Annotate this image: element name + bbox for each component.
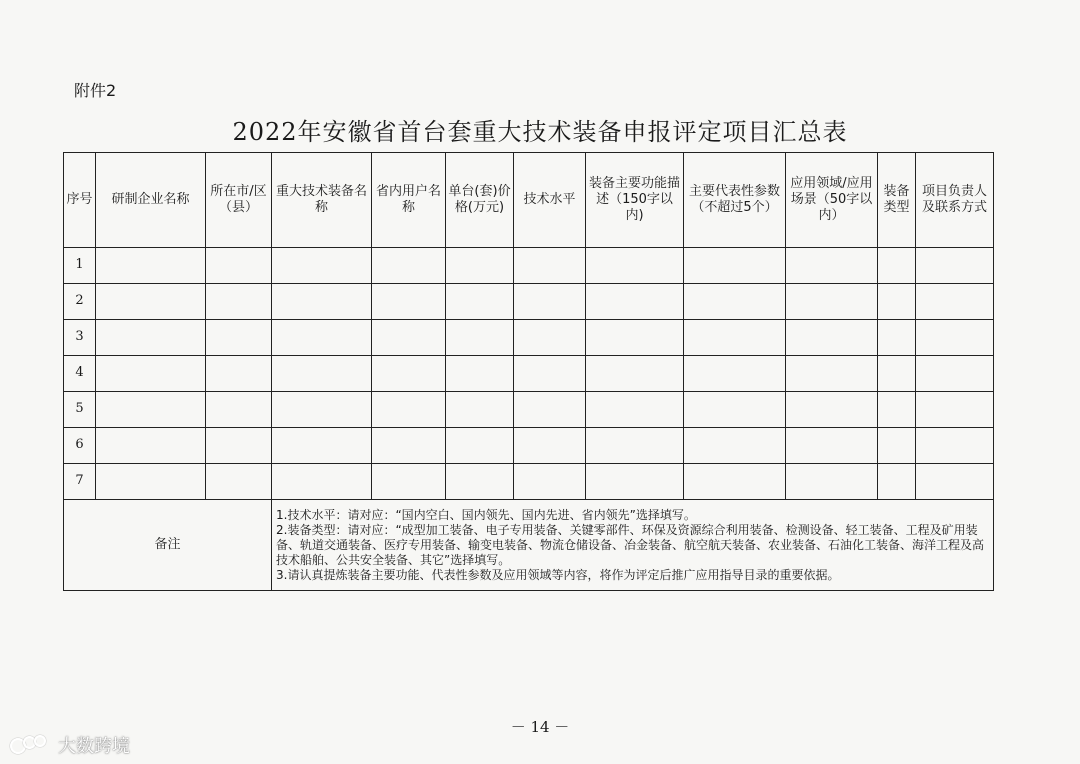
remark-note: 2.装备类型：请对应：“成型加工装备、电子专用装备、关键零部件、环保及资源综合利用装备、检测设备、轻工装备、工程及矿用装备、轨道交通装备、医疗专用装备、输变电装备、物流仓储设备、冶金装备、航空航天装备、农业装备、石油化工装备、海洋工程及高技术船舶、公共安全装备、其它”选择填写。 <box>276 522 985 567</box>
table-row <box>64 320 994 356</box>
column-header: 技术水平 <box>514 153 586 248</box>
table-cell <box>916 464 994 500</box>
table-cell <box>786 284 878 320</box>
table-cell <box>684 320 786 356</box>
table-cell <box>878 392 916 428</box>
table-row <box>64 392 994 428</box>
table-row <box>64 356 994 392</box>
table-row <box>64 248 994 284</box>
table-row <box>64 464 994 500</box>
table-cell <box>446 248 514 284</box>
remarks-label: 备注 <box>64 500 272 591</box>
table-cell <box>206 428 272 464</box>
table-cell <box>272 356 372 392</box>
remark-note: 1.技术水平：请对应：“国内空白、国内领先、国内先进、省内领先”选择填写。 <box>276 507 696 522</box>
table-row <box>64 428 994 464</box>
table-cell <box>96 392 206 428</box>
table-cell <box>446 320 514 356</box>
table-cell <box>96 356 206 392</box>
column-header: 研制企业名称 <box>96 153 206 248</box>
column-header: 装备类型 <box>878 153 916 248</box>
table-cell <box>372 392 446 428</box>
column-header: 主要代表性参数（不超过5个） <box>684 153 786 248</box>
document-title: 2022年安徽省首台套重大技术装备申报评定项目汇总表 <box>232 118 848 146</box>
table-cell <box>786 464 878 500</box>
table-cell <box>446 284 514 320</box>
table-cell <box>786 356 878 392</box>
column-header: 序号 <box>64 153 96 248</box>
table-cell <box>786 320 878 356</box>
row-number: 6 <box>64 428 96 464</box>
table-cell <box>206 320 272 356</box>
table-cell <box>786 248 878 284</box>
remark-note: 3.请认真提炼装备主要功能、代表性参数及应用领域等内容，将作为评定后推广应用指导目录的重要依据。 <box>276 567 840 582</box>
table-cell <box>96 464 206 500</box>
column-header: 单台(套)价格(万元) <box>446 153 514 248</box>
table-cell <box>272 428 372 464</box>
table-cell <box>586 248 684 284</box>
table-cell <box>372 356 446 392</box>
table-cell <box>514 248 586 284</box>
table-cell <box>786 392 878 428</box>
table-cell <box>684 356 786 392</box>
table-cell <box>272 320 372 356</box>
table-cell <box>514 464 586 500</box>
column-header: 所在市/区（县） <box>206 153 272 248</box>
header-row <box>64 153 994 248</box>
table-cell <box>684 248 786 284</box>
watermark-logo-icon <box>10 734 54 756</box>
table-cell <box>684 284 786 320</box>
table-cell <box>514 284 586 320</box>
table-cell <box>586 356 684 392</box>
table-cell <box>206 284 272 320</box>
table-cell <box>878 284 916 320</box>
table-cell <box>684 392 786 428</box>
table-cell <box>272 284 372 320</box>
table-cell <box>684 464 786 500</box>
table-cell <box>206 356 272 392</box>
table-cell <box>96 428 206 464</box>
table-cell <box>878 248 916 284</box>
table-cell <box>96 320 206 356</box>
table-cell <box>372 284 446 320</box>
column-header: 项目负责人及联系方式 <box>916 153 994 248</box>
table-cell <box>586 464 684 500</box>
table-cell <box>372 428 446 464</box>
table-cell <box>96 248 206 284</box>
table-cell <box>206 392 272 428</box>
table-cell <box>916 392 994 428</box>
table-cell <box>206 464 272 500</box>
table-cell <box>878 428 916 464</box>
table-cell <box>372 248 446 284</box>
table-cell <box>446 428 514 464</box>
table-cell <box>586 320 684 356</box>
page-number: － 14 － <box>510 718 570 736</box>
row-number: 7 <box>64 464 96 500</box>
table-cell <box>916 284 994 320</box>
row-number: 5 <box>64 392 96 428</box>
column-header: 重大技术装备名称 <box>272 153 372 248</box>
row-number: 1 <box>64 248 96 284</box>
table-cell <box>514 320 586 356</box>
table-cell <box>96 284 206 320</box>
table-cell <box>786 428 878 464</box>
table-cell <box>272 464 372 500</box>
row-number: 4 <box>64 356 96 392</box>
table-cell <box>272 248 372 284</box>
remarks-content <box>272 500 994 591</box>
watermark-text: 大数跨境 <box>58 736 130 757</box>
column-header: 省内用户名称 <box>372 153 446 248</box>
table-cell <box>586 392 684 428</box>
remarks-row <box>64 500 994 591</box>
table-cell <box>586 284 684 320</box>
table-cell <box>878 320 916 356</box>
table-cell <box>372 320 446 356</box>
column-header: 应用领域/应用场景（50字以内） <box>786 153 878 248</box>
row-number: 2 <box>64 284 96 320</box>
table-cell <box>878 464 916 500</box>
attachment-label: 附件2 <box>74 81 117 100</box>
table-cell <box>446 356 514 392</box>
table-cell <box>272 392 372 428</box>
table-cell <box>372 464 446 500</box>
table-cell <box>514 392 586 428</box>
table-cell <box>446 392 514 428</box>
table-cell <box>916 428 994 464</box>
table-cell <box>878 356 916 392</box>
table-cell <box>916 248 994 284</box>
column-header: 装备主要功能描述（150字以内) <box>586 153 684 248</box>
watermark <box>10 732 130 758</box>
table-cell <box>446 464 514 500</box>
table-cell <box>514 428 586 464</box>
table-cell <box>206 248 272 284</box>
row-number: 3 <box>64 320 96 356</box>
table-cell <box>586 428 684 464</box>
table-cell <box>684 428 786 464</box>
table-cell <box>916 320 994 356</box>
table-row <box>64 284 994 320</box>
summary-table <box>63 152 994 591</box>
table-cell <box>916 356 994 392</box>
table-cell <box>514 356 586 392</box>
